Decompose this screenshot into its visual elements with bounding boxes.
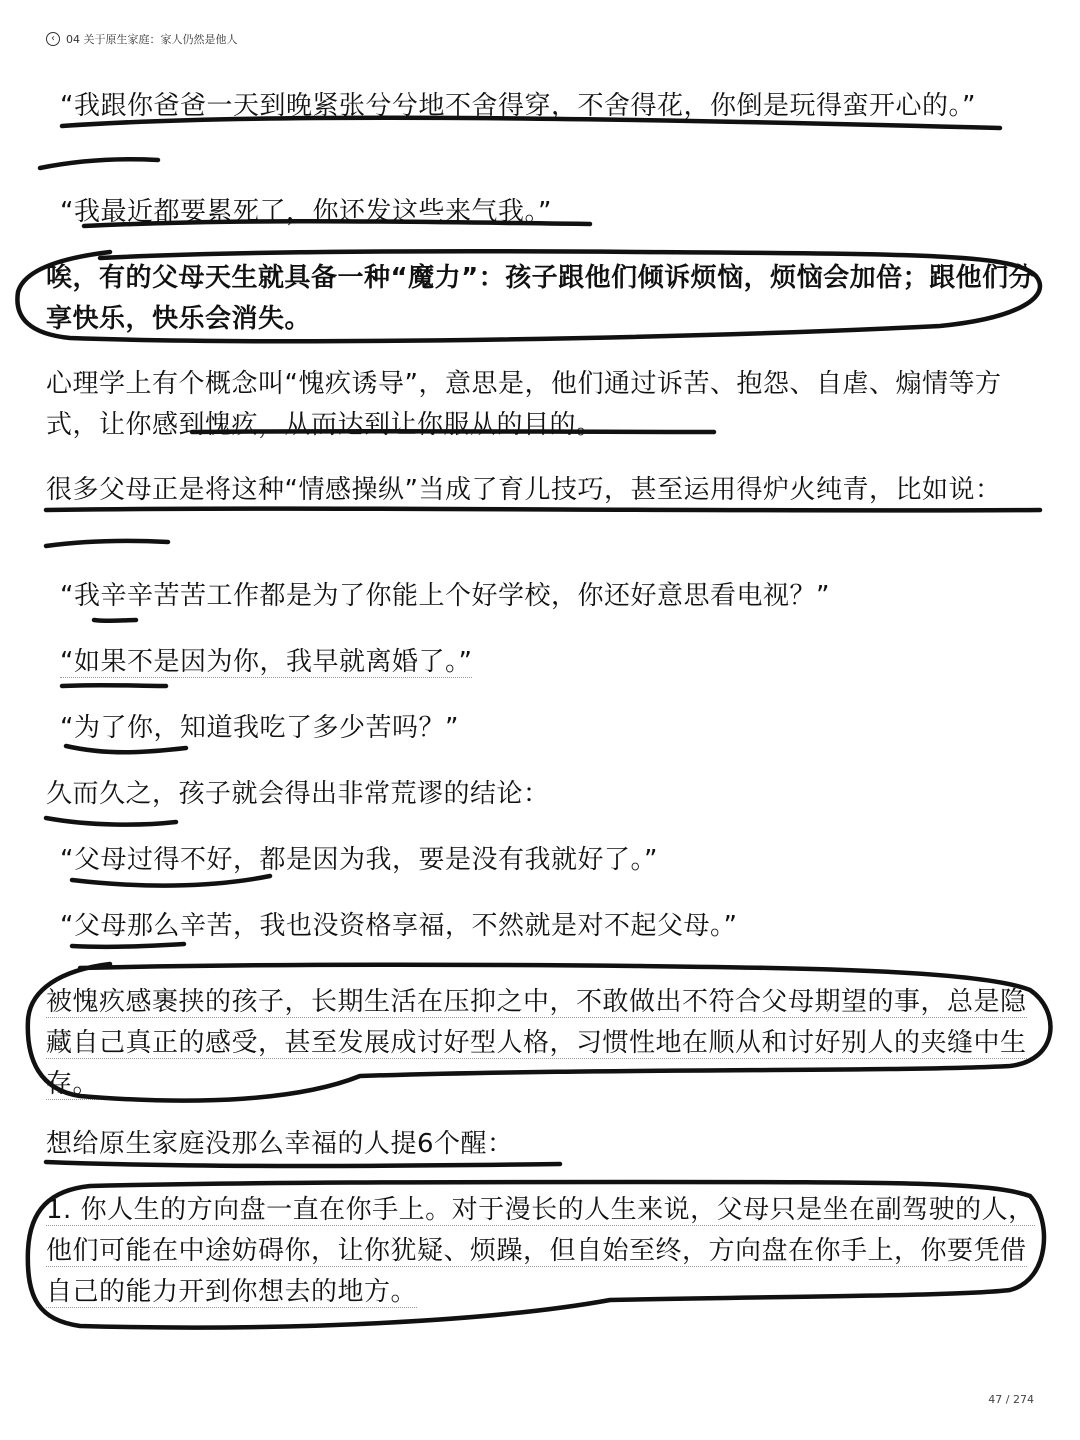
underline-stroke bbox=[46, 541, 168, 546]
highlighted-paragraph: 唉，有的父母天生就具备一种“魔力”：孩子跟他们倾诉烦恼，烦恼会加倍；跟他们分享快乐，快乐会消失。 bbox=[46, 263, 1036, 334]
page-number: 47 / 274 bbox=[988, 1393, 1034, 1406]
underline-stroke bbox=[94, 620, 136, 621]
highlighted-paragraph: 被愧疚感裹挟的孩子，长期生活在压抑之中，不敢做出不符合父母期望的事，总是隐藏自己真正的感受，甚至发展成讨好型人格，习惯性地在顺从和讨好别人的夹缝中生存。 bbox=[46, 987, 1027, 1099]
quote-paragraph: “我最近都要累死了，你还发这些来气我。” bbox=[60, 197, 552, 227]
underline-stroke bbox=[40, 159, 158, 168]
list-item: 1. 你人生的方向盘一直在你手上。对于漫长的人生来说，父母只是坐在副驾驶的人，他们可能在中途妨碍你，让你犹疑、烦躁，但自始至终，方向盘在你手上，你要凭借自己的能力开到你想去的地方。 bbox=[46, 1195, 1035, 1307]
quote-paragraph: “我跟你爸爸一天到晚紧张兮兮地不舍得穿，不舍得花，你倒是玩得蛮开心的。” bbox=[60, 91, 976, 121]
quote-paragraph: “父母过得不好，都是因为我，要是没有我就好了。” bbox=[60, 845, 658, 875]
body-paragraph: 久而久之，孩子就会得出非常荒谬的结论： bbox=[46, 779, 550, 809]
chapter-title: 04 关于原生家庭：家人仍然是他人 bbox=[66, 33, 238, 46]
underline-stroke bbox=[46, 818, 176, 825]
quote-paragraph: “我辛辛苦苦工作都是为了你能上个好学校，你还好意思看电视？” bbox=[60, 581, 830, 611]
body-paragraph: 想给原生家庭没那么幸福的人提6个醒： bbox=[46, 1129, 514, 1159]
quote-paragraph: “如果不是因为你，我早就离婚了。” bbox=[60, 647, 473, 677]
body-paragraph: 心理学上有个概念叫“愧疚诱导”，意思是，他们通过诉苦、抱怨、自虐、煽情等方式，让你感到愧疚，从而达到让你服从的目的。 bbox=[46, 369, 1002, 440]
underline-stroke bbox=[62, 685, 166, 686]
reader-header bbox=[46, 30, 238, 48]
quote-paragraph: “为了你，知道我吃了多少苦吗？” bbox=[60, 713, 459, 743]
body-paragraph: 很多父母正是将这种“情感操纵”当成了育儿技巧，甚至运用得炉火纯青，比如说： bbox=[46, 475, 1002, 505]
back-arrow-icon[interactable]: ‹ bbox=[46, 32, 60, 46]
quote-paragraph: “父母那么辛苦，我也没资格享福，不然就是对不起父母。” bbox=[60, 911, 738, 941]
